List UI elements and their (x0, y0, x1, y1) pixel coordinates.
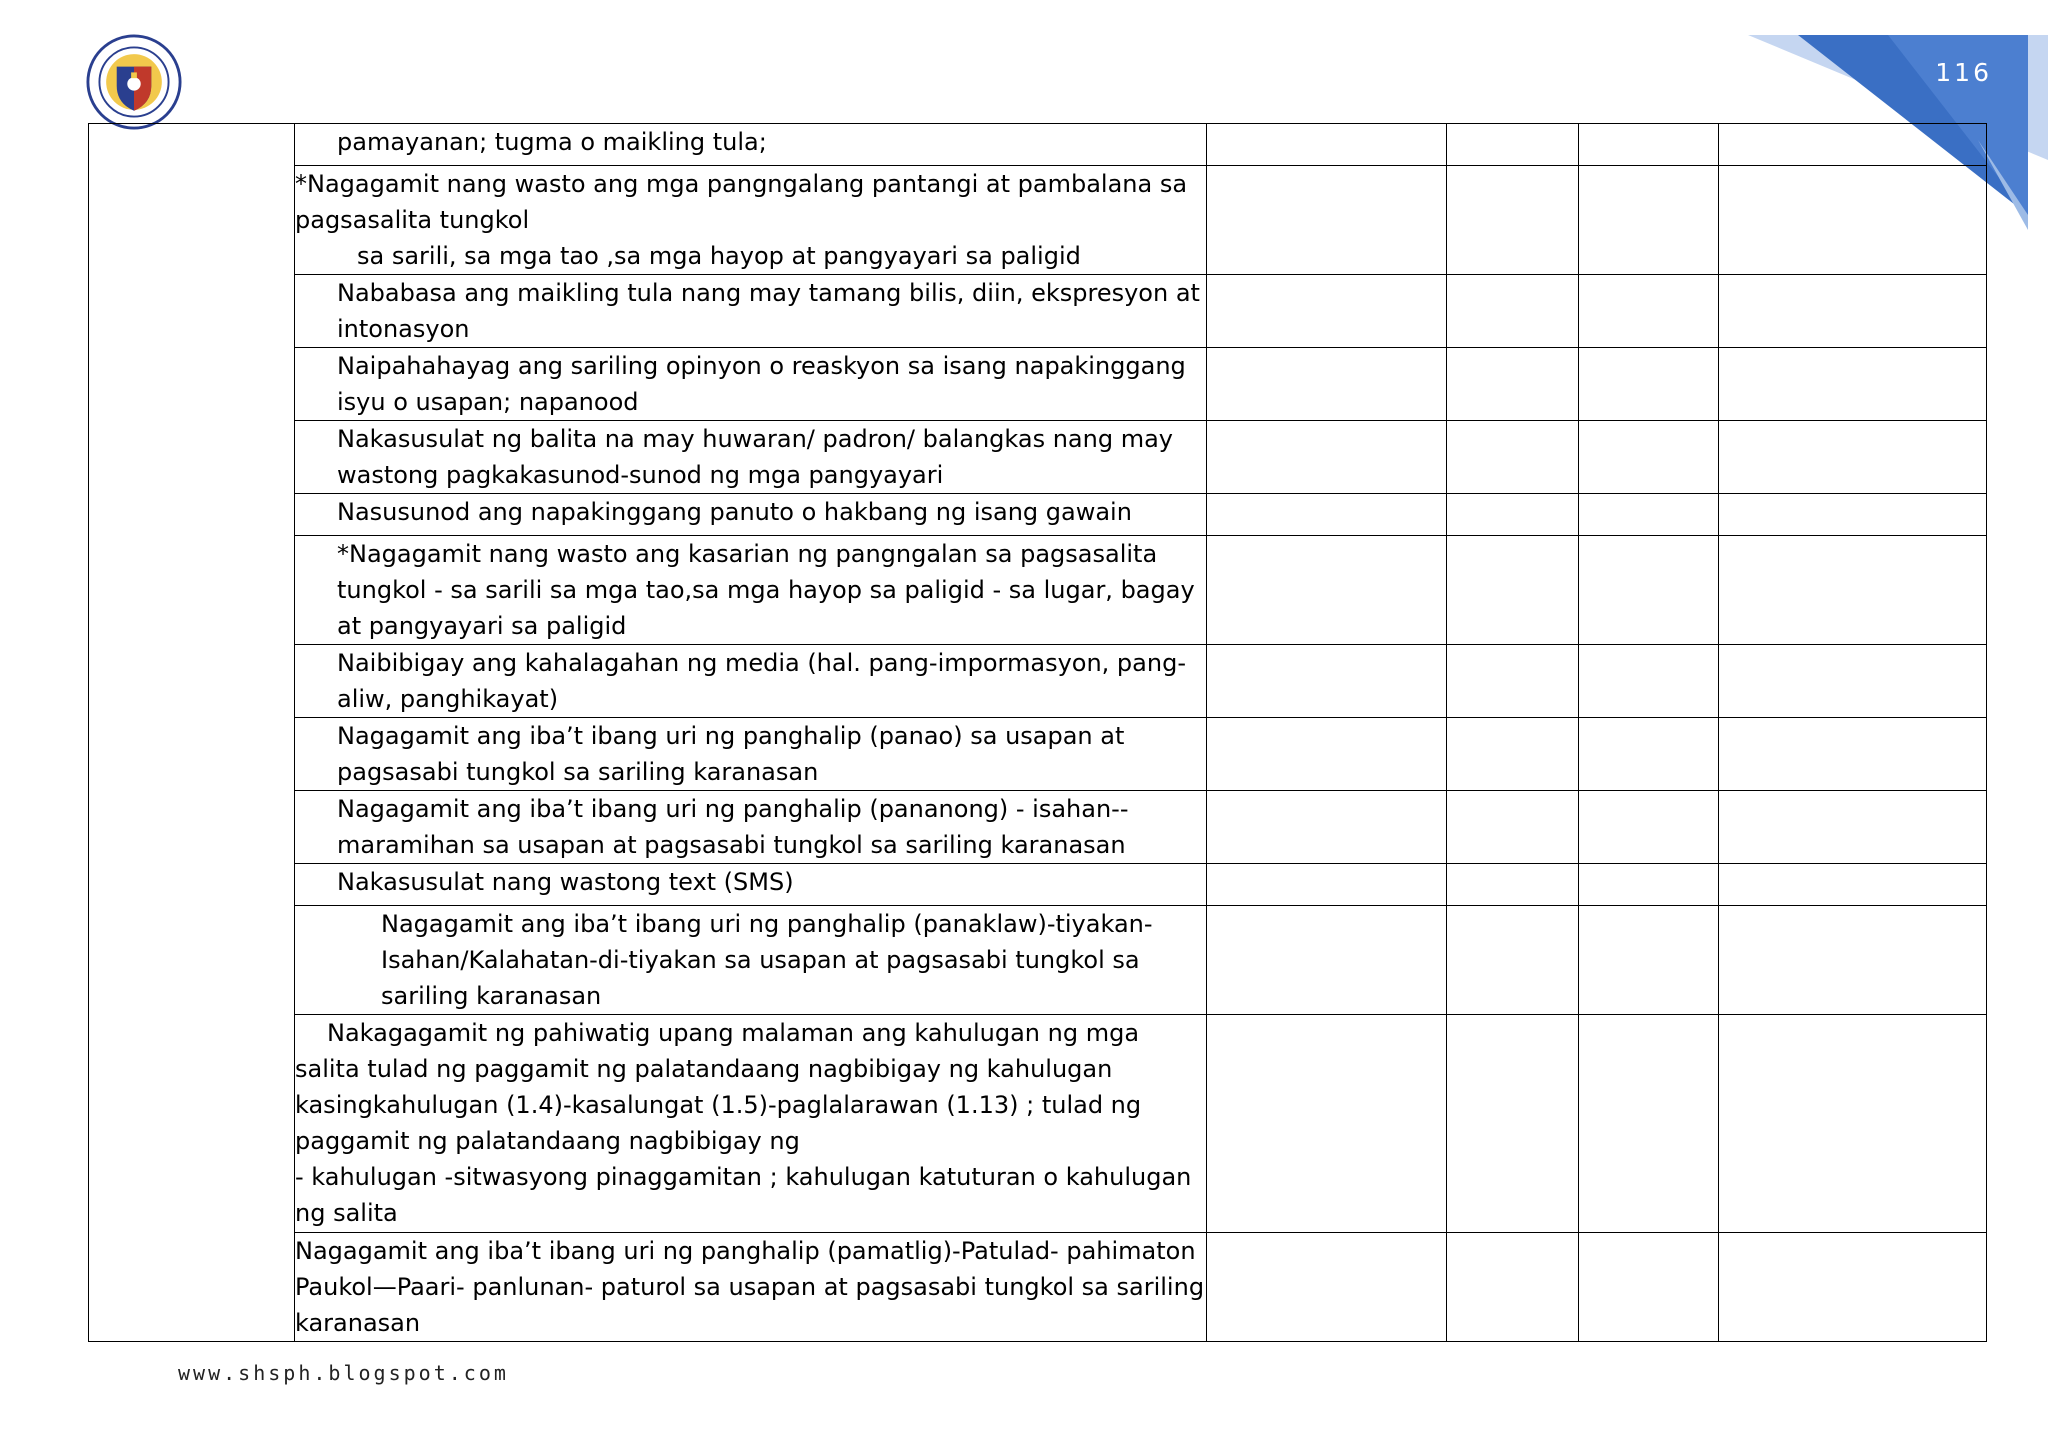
table-row (89, 1015, 1987, 1233)
competency-cell: Nakasusulat nang wastong text (SMS) (295, 864, 1207, 906)
competency-cell: *Nagagamit nang wasto ang kasarian ng pangngalan sa pagsasalita tungkol - sa sarili sa mga tao,sa mga hayop sa paligid - sa lugar, bagay at pangyayari sa paligid (295, 536, 1207, 645)
competency-cell: Nagagamit ang iba’t ibang uri ng panghalip (panaklaw)-tiyakan-Isahan/Kalahatan-di-tiyakan sa usapan at pagsasabi tungkol sa sariling karanasan (295, 906, 1207, 1015)
table-row (89, 645, 1987, 718)
competency-cell: *Nagagamit nang wasto ang mga pangngalang pantangi at pambalana sa pagsasalita tungkol sa sarili, sa mga tao ,sa mga hayop at pangyayari sa paligid (295, 166, 1207, 275)
competency-table (88, 123, 1987, 1342)
table-row (89, 124, 1987, 166)
table-row (89, 421, 1987, 494)
table-row (89, 536, 1987, 645)
table-row (89, 494, 1987, 536)
competency-cell: Naibibigay ang kahalagahan ng media (hal. pang-impormasyon, pang-aliw, panghikayat) (295, 645, 1207, 718)
competency-cell: Nasusunod ang napakinggang panuto o hakbang ng isang gawain (295, 494, 1207, 536)
page-number: 116 (1935, 58, 1992, 87)
competency-cell: pamayanan; tugma o maikling tula; (295, 124, 1207, 166)
table-row (89, 1233, 1987, 1342)
table-row (89, 718, 1987, 791)
competency-cell: Nakasusulat ng balita na may huwaran/ padron/ balangkas nang may wastong pagkakasunod-sunod ng mga pangyayari (295, 421, 1207, 494)
table-row (89, 864, 1987, 906)
competency-cell: Nakagagamit ng pahiwatig upang malaman ang kahulugan ng mga salita tulad ng paggamit ng palatandaang nagbibigay ng kahulugan kasingkahulugan (1.4)-kasalungat (1.5)-paglalarawan (1.13) ; tulad ng paggamit ng palatandaang nagbibigay ng - kahulugan -sitwasyong pinaggamitan ; kahulugan katuturan o kahulugan ng salita (295, 1015, 1207, 1233)
competency-cell: Nagagamit ang iba’t ibang uri ng panghalip (pananong) - isahan--maramihan sa usapan at pagsasabi tungkol sa sariling karanasan (295, 791, 1207, 864)
table-row (89, 348, 1987, 421)
left-merged-cell (89, 124, 295, 1342)
deped-seal-logo (86, 34, 182, 130)
competency-cell: Nababasa ang maikling tula nang may tamang bilis, diin, ekspresyon at intonasyon (295, 275, 1207, 348)
table-row (89, 275, 1987, 348)
footer-url: www.shsph.blogspot.com (178, 1361, 509, 1385)
table-row (89, 791, 1987, 864)
table-row (89, 906, 1987, 1015)
competency-cell: Nagagamit ang iba’t ibang uri ng panghalip (panao) sa usapan at pagsasabi tungkol sa sariling karanasan (295, 718, 1207, 791)
table-row (89, 166, 1987, 275)
competency-cell: Naipahahayag ang sariling opinyon o reaskyon sa isang napakinggang isyu o usapan; napanood (295, 348, 1207, 421)
competency-cell: Nagagamit ang iba’t ibang uri ng panghalip (pamatlig)-Patulad- pahimaton Paukol—Paari- panlunan- paturol sa usapan at pagsasabi tungkol sa sariling karanasan (295, 1233, 1207, 1342)
